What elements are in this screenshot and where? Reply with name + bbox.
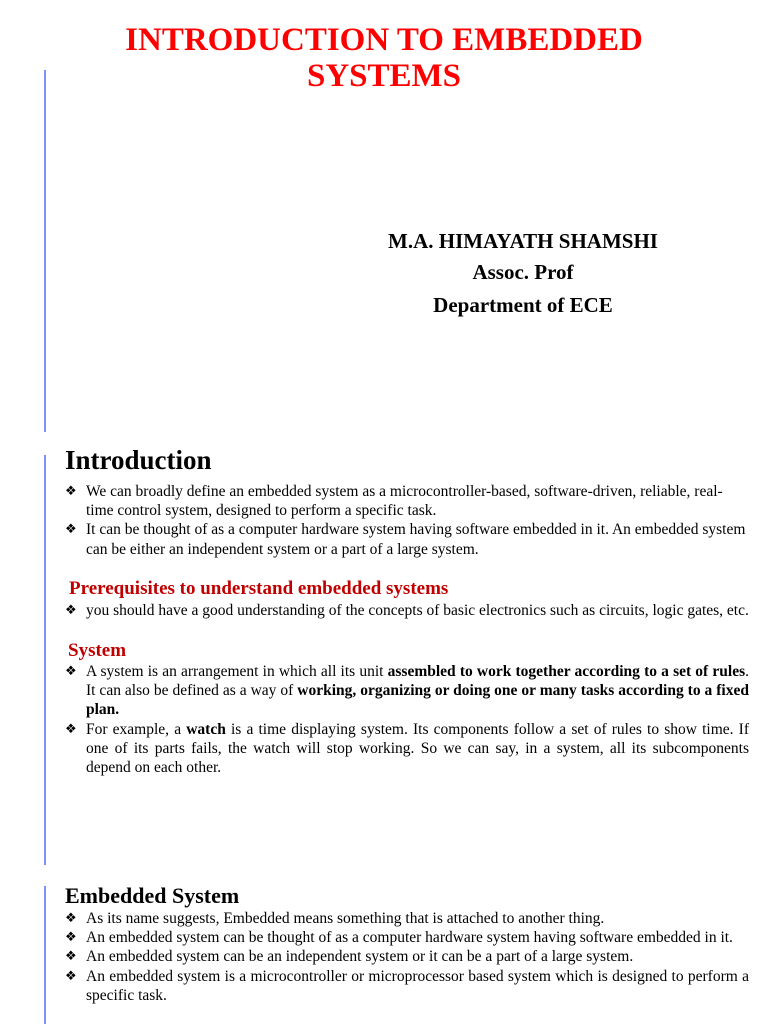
title-line-1: INTRODUCTION TO EMBEDDED xyxy=(125,22,643,58)
list-item xyxy=(65,520,749,558)
diamond-bullet-icon: ❖ xyxy=(65,484,77,499)
section-heading-introduction: Introduction xyxy=(65,445,212,475)
prereq-bullet-list xyxy=(65,601,749,620)
page-title xyxy=(0,22,768,94)
list-item-text: An embedded system can be thought of as a computer hardware system having software embedded in it. xyxy=(86,929,733,947)
list-item-text: It can be thought of as a computer hardware system having software embedded in it. An embedded system can be either an independent system or a part of a large system. xyxy=(86,521,746,558)
list-item xyxy=(65,720,749,778)
slide-rule-line xyxy=(44,455,46,865)
diamond-bullet-icon: ❖ xyxy=(65,721,77,737)
system-bullet-list xyxy=(65,662,749,777)
diamond-bullet-icon: ❖ xyxy=(65,522,77,538)
list-item xyxy=(65,909,749,928)
embedded-bullet-list xyxy=(65,909,749,1005)
list-item-text: An embedded system can be an independent system or it can be a part of a large system. xyxy=(86,948,634,966)
list-item-text: . It can also be defined as a way of xyxy=(86,663,749,700)
list-item xyxy=(65,947,749,966)
list-item-text: is a time displaying system. Its components follow a set of rules to show time. If one of its parts fails, the watch will stop working. So we can say, in a system, all its subcomponents depend on each other. xyxy=(86,720,749,777)
slide-rule-line xyxy=(44,70,46,432)
author-role: Assoc. Prof xyxy=(472,260,574,284)
diamond-bullet-icon: ❖ xyxy=(65,930,77,946)
emphasis-text: working, organizing or doing one or many tasks according to a fixed plan. xyxy=(86,682,749,719)
list-item xyxy=(65,928,749,947)
emphasis-text: watch xyxy=(186,720,226,738)
list-item xyxy=(65,482,749,520)
list-item-text: An embedded system is a microcontroller or microprocessor based system which is designed to perform a specific task. xyxy=(86,967,749,1004)
list-item xyxy=(65,662,749,720)
diamond-bullet-icon: ❖ xyxy=(65,968,77,984)
emphasis-text: assembled to work together according to a set of rules xyxy=(387,663,746,680)
list-item-text: We can broadly define an embedded system as a microcontroller-based, software-driven, reliable, real-time control system, designed to perform a specific task. xyxy=(86,483,723,520)
list-item-text: A system is an arrangement in which all its unit xyxy=(86,663,388,680)
author-name: M.A. HIMAYATH SHAMSHI xyxy=(388,229,658,253)
diamond-bullet-icon: ❖ xyxy=(65,664,77,679)
diamond-bullet-icon: ❖ xyxy=(65,603,77,618)
diamond-bullet-icon: ❖ xyxy=(65,949,77,965)
diamond-bullet-icon: ❖ xyxy=(65,911,77,926)
intro-bullet-list xyxy=(65,482,749,559)
list-item xyxy=(65,967,749,1005)
list-item-text: As its name suggests, Embedded means something that is attached to another thing. xyxy=(86,910,605,927)
list-item-text: you should have a good understanding of the concepts of basic electronics such as circuits, logic gates, etc. xyxy=(86,602,749,619)
author-department: Department of ECE xyxy=(433,293,613,317)
list-item-text: For example, a xyxy=(86,720,187,738)
system-heading: System xyxy=(68,640,127,661)
section-heading-embedded-system: Embedded System xyxy=(65,883,240,908)
slide-rule-line xyxy=(44,886,46,1024)
prerequisites-heading: Prerequisites to understand embedded systems xyxy=(69,578,449,599)
title-line-2: SYSTEMS xyxy=(306,58,462,94)
list-item xyxy=(65,601,749,620)
